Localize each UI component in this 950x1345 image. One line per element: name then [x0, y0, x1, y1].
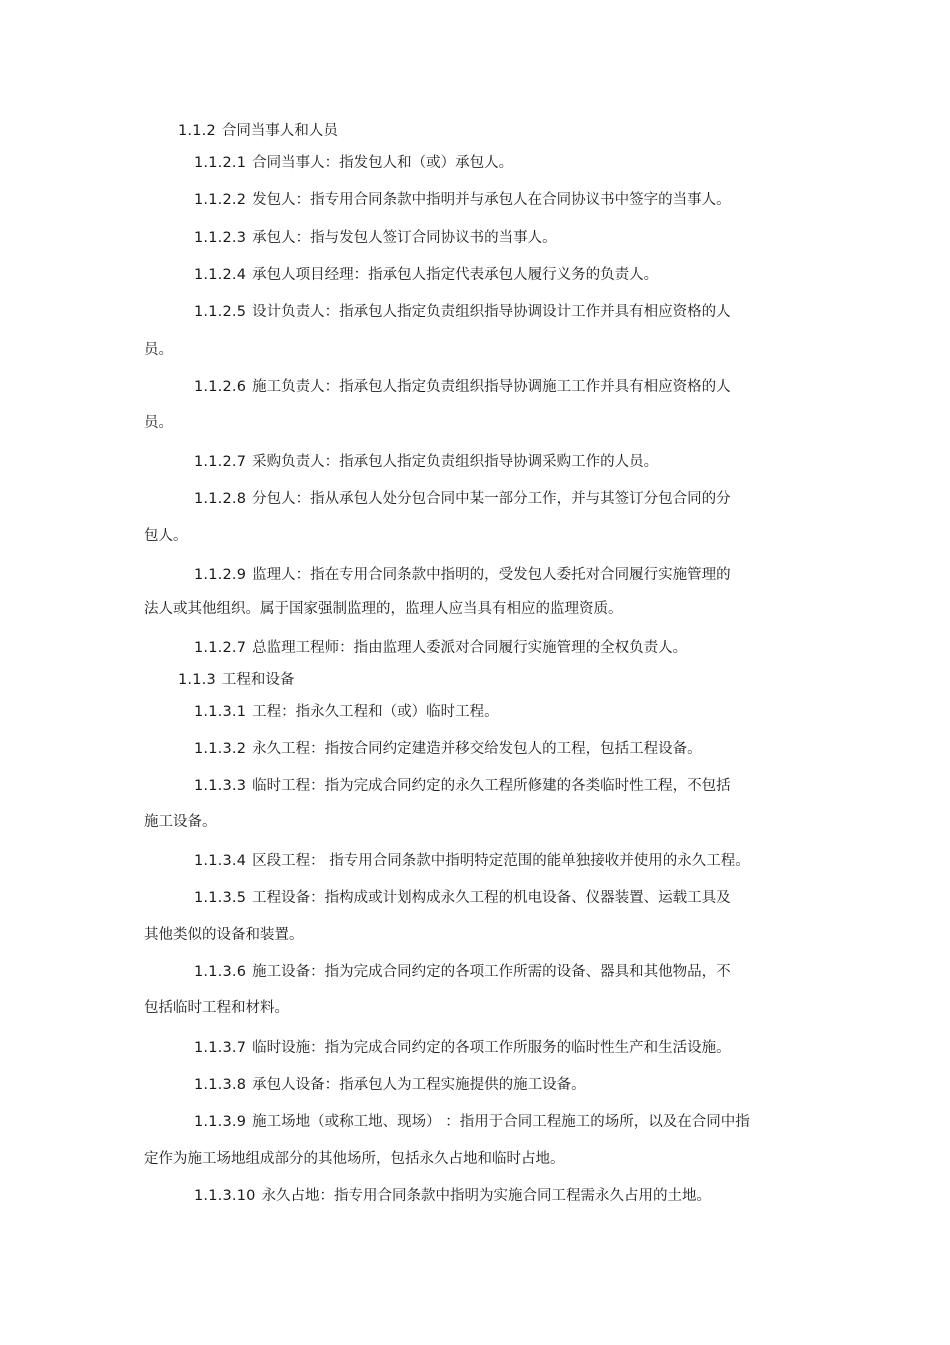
clause-text: 临时工程：指为完成合同约定的永久工程所修建的各类临时性工程，不包括 — [252, 778, 731, 794]
section-number: 1.1.3 — [178, 672, 216, 688]
clause-text: 合同当事人：指发包人和（或）承包人。 — [252, 155, 514, 171]
clause — [194, 889, 731, 907]
clause-text: 设计负责人：指承包人指定负责组织指导协调设计工作并具有相应资格的人 — [252, 304, 731, 320]
clause — [194, 378, 731, 396]
clause-text: 承包人设备：指承包人为工程实施提供的施工设备。 — [252, 1077, 586, 1093]
clause-number: 1.1.2.9 — [194, 567, 247, 583]
clause-text: 区段工程： 指专用合同条款中指明特定范围的能单独接收并使用的永久工程。 — [252, 853, 750, 869]
clause-number: 1.1.2.5 — [194, 304, 247, 320]
clause-number: 1.1.2.8 — [194, 491, 247, 507]
clause-text: 施工负责人：指承包人指定负责组织指导协调施工工作并具有相应资格的人 — [252, 379, 731, 395]
clause — [194, 266, 658, 284]
clause-number: 1.1.3.2 — [194, 741, 247, 757]
clause-continuation: 员。 — [144, 342, 173, 358]
clause-text: 永久工程：指按合同约定建造并移交给发包人的工程，包括工程设备。 — [252, 741, 702, 757]
clause — [194, 1039, 731, 1057]
clause-text: 发包人：指专用合同条款中指明并与承包人在合同协议书中签字的当事人。 — [252, 192, 731, 208]
clause-continuation: 定作为施工场地组成部分的其他场所，包括永久占地和临时占地。 — [144, 1151, 565, 1167]
clause-text: 施工场地（或称工地、现场） ：指用于合同工程施工的场所，以及在合同中指 — [252, 1114, 750, 1130]
clause — [194, 1187, 711, 1205]
clause-continuation: 其他类似的设备和装置。 — [144, 927, 304, 943]
clause-number: 1.1.3.5 — [194, 890, 247, 906]
clause-number: 1.1.3.1 — [194, 704, 247, 720]
clause-text: 工程：指永久工程和（或）临时工程。 — [252, 704, 499, 720]
clause — [194, 1113, 750, 1131]
clause — [194, 740, 702, 758]
section-heading — [178, 122, 338, 140]
clause-continuation: 包人。 — [144, 528, 188, 544]
clause-text: 永久占地：指专用合同条款中指明为实施合同工程需永久占用的土地。 — [261, 1188, 712, 1204]
clause-number: 1.1.2.7 — [194, 640, 247, 656]
section-title: 合同当事人和人员 — [221, 123, 338, 139]
clause-number: 1.1.3.9 — [194, 1114, 247, 1130]
clause-text: 工程设备：指构成或计划构成永久工程的机电设备、仪器装置、运载工具及 — [252, 890, 731, 906]
section-heading — [178, 671, 294, 689]
clause-number: 1.1.2.7 — [194, 454, 247, 470]
clause — [194, 303, 731, 321]
clause-number: 1.1.2.4 — [194, 267, 247, 283]
clause-number: 1.1.2.2 — [194, 192, 247, 208]
clause-number: 1.1.2.1 — [194, 155, 247, 171]
clause-number: 1.1.3.8 — [194, 1077, 247, 1093]
clause-text: 承包人：指与发包人签订合同协议书的当事人。 — [252, 230, 557, 246]
clause — [194, 490, 731, 508]
clause-number: 1.1.3.6 — [194, 964, 247, 980]
section-number: 1.1.2 — [178, 123, 216, 139]
clause-continuation: 包括临时工程和材料。 — [144, 1000, 289, 1016]
clause-continuation: 员。 — [144, 415, 173, 431]
clause — [194, 703, 499, 721]
clause-text: 总监理工程师：指由监理人委派对合同履行实施管理的全权负责人。 — [252, 640, 688, 656]
clause — [194, 963, 731, 981]
clause — [194, 229, 557, 247]
section-title: 工程和设备 — [221, 672, 295, 688]
clause — [194, 191, 731, 209]
clause — [194, 566, 731, 584]
clause-continuation: 施工设备。 — [144, 814, 217, 830]
clause — [194, 154, 513, 172]
clause-continuation: 法人或其他组织。属于国家强制监理的，监理人应当具有相应的监理资质。 — [144, 601, 623, 617]
clause-number: 1.1.3.7 — [194, 1040, 247, 1056]
clause-text: 承包人项目经理：指承包人指定代表承包人履行义务的负责人。 — [252, 267, 659, 283]
clause — [194, 852, 750, 870]
clause-number: 1.1.3.4 — [194, 853, 247, 869]
clause-text: 临时设施：指为完成合同约定的各项工作所服务的临时性生产和生活设施。 — [252, 1040, 731, 1056]
clause-number: 1.1.2.3 — [194, 230, 247, 246]
clause — [194, 1076, 586, 1094]
clause-text: 采购负责人：指承包人指定负责组织指导协调采购工作的人员。 — [252, 454, 659, 470]
clause-number: 1.1.2.6 — [194, 379, 247, 395]
clause-number: 1.1.3.10 — [194, 1188, 256, 1204]
clause-number: 1.1.3.3 — [194, 778, 247, 794]
clause-text: 监理人：指在专用合同条款中指明的，受发包人委托对合同履行实施管理的 — [252, 567, 731, 583]
clause-text: 分包人：指从承包人处分包合同中某一部分工作，并与其签订分包合同的分 — [252, 491, 731, 507]
clause — [194, 453, 658, 471]
clause-text: 施工设备：指为完成合同约定的各项工作所需的设备、器具和其他物品，不 — [252, 964, 731, 980]
clause — [194, 777, 731, 795]
clause — [194, 639, 687, 657]
